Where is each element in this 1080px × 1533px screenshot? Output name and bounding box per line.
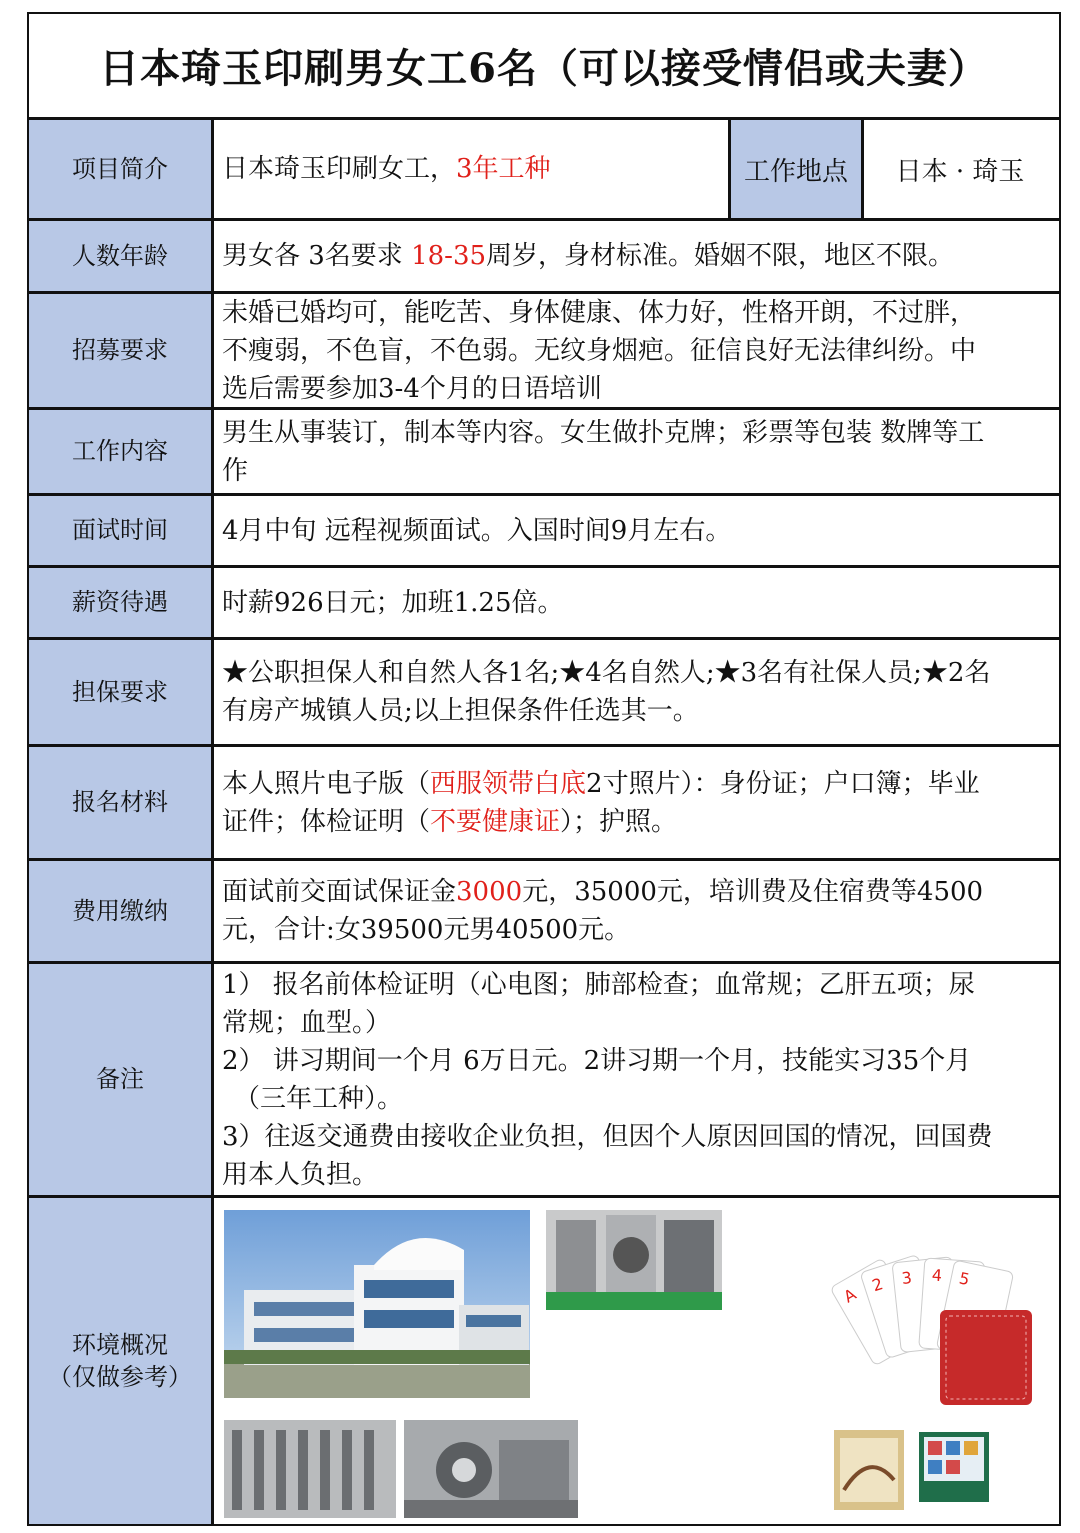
value-materials: 本人照片电子版（西服领带白底2寸照片）：身份证；户口簿；毕业 证件；体检证明（不要健康证）；护照。 [222,768,980,837]
label-work: 工作内容 [29,410,214,493]
svg-text:A: A [840,1284,860,1307]
value-location: 日本 · 琦玉 [895,156,1025,187]
label-project: 项目简介 [29,120,214,218]
page-title: 日本琦玉印刷男女工6名（可以接受情侣或夫妻） [29,14,1059,120]
svg-text:2: 2 [869,1274,886,1296]
value-notes: 1） 报名前体检证明（心电图；肺部检查；血常规；乙肝五项；尿 常规；血型。） 2） 讲习期间一个月 6万日元。2讲习期一个月，技能实习35个月 （三年工种）。 3）往返交通费由接收企业负担，但因个人原因回国的情况，回国费 用本人负担。 [222,969,993,1190]
row-requirements [29,294,1059,410]
label-interview: 面试时间 [29,496,214,565]
value-work: 男生从事装订，制本等内容。女生做扑克牌；彩票等包装 数牌等工 作 [222,417,985,486]
recruitment-table [27,12,1061,1526]
label-environment: 环境概况 （仅做参考） [29,1198,214,1524]
highlight-years: 3年工种 [456,154,551,184]
row-materials [29,747,1059,861]
row-guarantee [29,640,1059,747]
label-guarantee: 担保要求 [29,640,214,744]
value-interview: 4月中旬 远程视频面试。入国时间9月左右。 [222,515,732,546]
svg-text:3: 3 [900,1268,913,1289]
row-environment [29,1198,1059,1524]
label-materials: 报名材料 [29,747,214,858]
highlight-deposit: 3000 [456,877,523,907]
row-salary [29,568,1059,640]
row-work [29,410,1059,496]
value-guarantee: ★公职担保人和自然人各1名;★4名自然人;★3名有社保人员;★2名 有房产城镇人员;以上担保条件任选其一。 [222,658,991,726]
factory-building-photo [224,1210,530,1398]
value-project: 日本琦玉印刷女工，3年工种 [222,154,551,184]
environment-photos [214,1198,1059,1524]
machine-photo-3 [404,1420,578,1518]
row-notes [29,964,1059,1198]
row-people [29,221,1059,294]
value-salary: 时薪926日元；加班1.25倍。 [222,587,564,618]
label-people: 人数年龄 [29,221,214,291]
playing-cards-photo [800,1248,1040,1408]
machine-photo-1 [546,1210,722,1310]
svg-text:4: 4 [931,1265,943,1286]
card-packages-photo [824,1420,1004,1518]
row-project [29,120,1059,221]
label-fees: 费用缴纳 [29,861,214,961]
row-fees [29,861,1059,964]
label-salary: 薪资待遇 [29,568,214,637]
svg-text:5: 5 [957,1268,972,1290]
highlight-age: 18-35 [411,241,487,271]
label-notes: 备注 [29,964,214,1195]
row-interview [29,496,1059,568]
value-requirements: 未婚已婚均可，能吃苦、身体健康、体力好，性格开朗，不过胖， 不瘦弱，不色盲，不色弱。无纹身烟疤。征信良好无法律纠纷。中 选后需要参加3-4个月的日语培训 [222,297,977,404]
label-location: 工作地点 [728,120,864,218]
value-people: 男女各 3名要求 18-35周岁，身材标准。婚姻不限，地区不限。 [222,241,955,271]
label-requirements: 招募要求 [29,294,214,407]
value-fees: 面试前交面试保证金3000元，35000元，培训费及住宿费等4500 元，合计:女39500元男40500元。 [222,877,984,945]
machine-photo-2 [224,1420,396,1518]
